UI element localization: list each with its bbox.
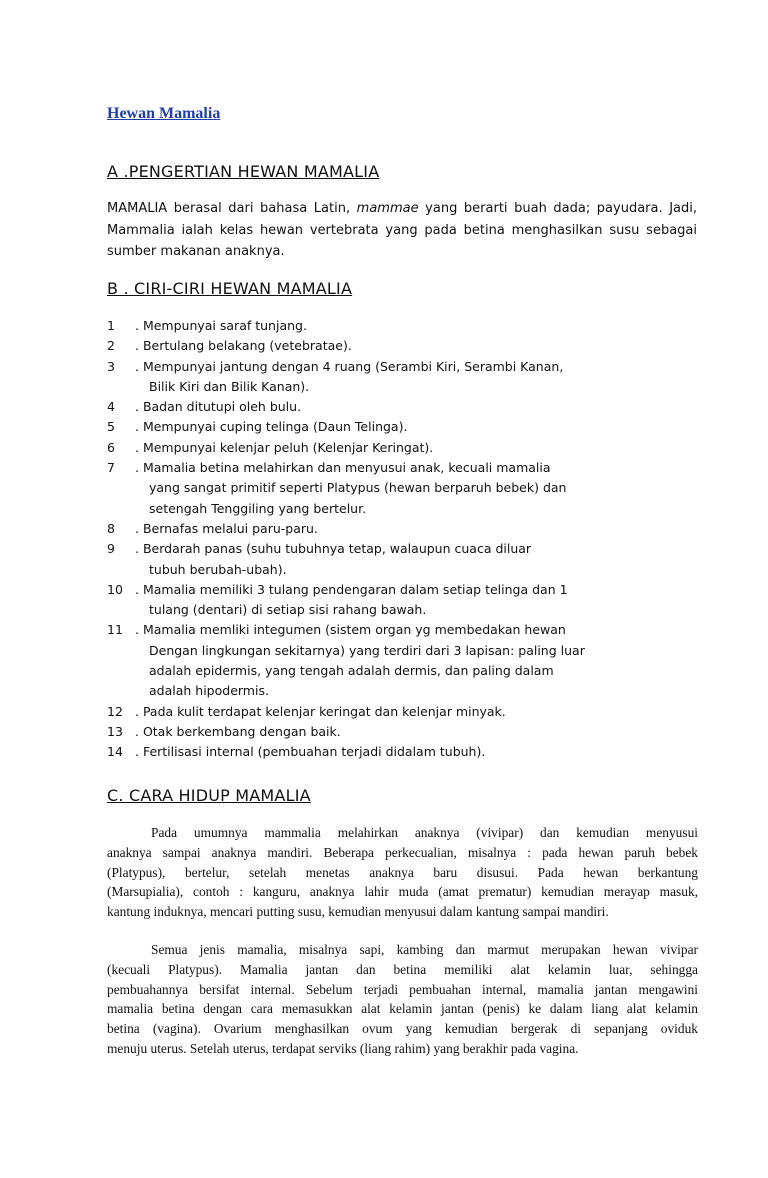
list-item-text [135,519,707,539]
list-item [107,438,707,458]
list-item-line: Dengan lingkungan sekitarnya) yang terdiri dari 3 lapisan: paling luar [149,642,585,658]
list-item-number: 5 [107,419,115,435]
paragraph-line: anaknya sampai anaknya mandiri. Beberapa perkecualian, misalnya : pada hewan paruh bebek [107,844,698,860]
list-item-line: Bilik Kiri dan Bilik Kanan). [149,378,310,394]
list-item [107,580,707,621]
list-item-text [135,702,707,722]
section-a-latin-term: mammae [356,201,419,216]
list-item-number: 2 [107,338,115,354]
list-item-text [135,397,707,417]
list-item-line: . Mempunyai kelenjar peluh (Kelenjar Keringat). [135,439,434,455]
list-item [107,316,707,336]
section-c-paragraph-2 [107,940,698,1059]
list-item-text [135,722,707,742]
list-item-text [135,620,707,701]
list-item-number: 7 [107,460,115,476]
list-item-text [135,458,707,519]
list-item-line: . Mempunyai saraf tunjang. [135,318,307,333]
list-item-number: 6 [107,439,115,455]
list-item [107,397,707,417]
list-item-number: 12 [107,703,123,719]
list-item-number: 3 [107,358,115,374]
list-item-line: . Mamalia memliki integumen (sistem organ yg membedakan hewan [135,622,566,638]
list-item-text [135,316,707,336]
traits-list [107,316,707,763]
list-item-line: . Mamalia memiliki 3 tulang pendengaran dalam setiap telinga dan 1 [135,581,568,597]
section-c-heading: C. CARA HIDUP MAMALIA [107,786,311,805]
list-item-line: . Fertilisasi internal (pembuahan terjadi didalam tubuh). [135,744,486,760]
list-item [107,417,707,437]
list-item-text [135,580,707,621]
list-item-number: 11 [107,622,123,638]
paragraph-line: pembuahannya bersifat internal. Sebelum terjadi pembuahan internal, mamalia jantan mengawini [107,981,698,997]
section-c-paragraph-1 [107,823,698,922]
section-b-heading: B . CIRI-CIRI HEWAN MAMALIA [107,279,353,298]
list-item-text [135,438,707,458]
list-item-line: . Badan ditutupi oleh bulu. [135,399,302,415]
list-item-line: setengah Tenggiling yang bertelur. [149,500,367,516]
list-item [107,539,707,580]
list-item-text [135,336,707,356]
list-item-line: . Pada kulit terdapat kelenjar keringat dan kelenjar minyak. [135,703,506,719]
list-item-number: 14 [107,744,123,760]
list-item [107,519,707,539]
list-item-line: . Bertulang belakang (vetebratae). [135,338,352,354]
paragraph-line: betina (vagina). Ovarium menghasilkan ovum yang kemudian bergerak di sepanjang oviduk [107,1021,698,1037]
list-item-line: . Mempunyai jantung dengan 4 ruang (Serambi Kiri, Serambi Kanan, [135,358,564,374]
paragraph-line: (Platypus), bertelur, setelah menetas anaknya baru disusui. Pada hewan berkantung [107,864,698,880]
list-item [107,702,707,722]
document-title: Hewan Mamalia [107,105,221,122]
paragraph-line: mamalia betina dengan cara memasukkan alat kelamin jantan (penis) ke dalam liang alat kelamin [107,1001,698,1017]
paragraph-line: Semua jenis mamalia, misalnya sapi, kambing dan marmut merupakan hewan vivipar [151,942,698,957]
list-item-line: tubuh berubah-ubah). [149,561,287,577]
paragraph-line: menuju uterus. Setelah uterus, terdapat serviks (liang rahim) yang berakhir pada vagina. [107,1040,579,1056]
list-item-line: . Mamalia betina melahirkan dan menyusui anak, kecuali mamalia [135,460,551,476]
list-item-text [135,357,707,398]
paragraph-line: (Marsupialia), contoh : kanguru, anaknya lahir muda (amat prematur) kemudian merayap masuk, [107,884,698,900]
list-item-number: 9 [107,541,115,557]
list-item-line: adalah hipodermis. [149,683,269,699]
list-item [107,336,707,356]
list-item-number: 13 [107,723,123,739]
list-item-text [135,539,707,580]
list-item-number: 8 [107,520,115,536]
paragraph-line: Pada umumnya mammalia melahirkan anaknya (vivipar) dan kemudian menyusui [151,825,698,840]
paragraph-line: (kecuali Platypus). Mamalia jantan dan betina memiliki alat kelamin luar, sehingga [107,961,698,977]
section-a-text-end: yang berarti buah dada; payudara. Jadi, Mammalia ialah kelas hewan vertebrata yang pada betina menghasilkan susu sebagai sumber makanan anaknya. [107,201,698,259]
list-item-line: yang sangat primitif seperti Platypus (hewan berparuh bebek) dan [149,480,567,496]
list-item [107,357,707,398]
list-item-text [135,742,707,762]
list-item [107,742,707,762]
list-item [107,458,707,519]
list-item [107,620,707,701]
list-item-line: tulang (dentari) di setiap sisi rahang bawah. [149,602,427,618]
list-item-text [135,417,707,437]
section-a-text-start: MAMALIA berasal dari bahasa Latin, [107,201,357,216]
list-item-line: . Otak berkembang dengan baik. [135,723,341,739]
section-a-paragraph [107,198,697,263]
list-item-line: . Bernafas melalui paru-paru. [135,520,318,536]
paragraph-line: kantung induknya, mencari putting susu, kemudian menyusui dalam kantung sampai mandiri. [107,904,609,920]
list-item-line: . Mempunyai cuping telinga (Daun Telinga). [135,419,408,435]
list-item-number: 10 [107,581,123,597]
list-item-line: adalah epidermis, yang tengah adalah dermis, dan paling dalam [149,663,554,679]
list-item-number: 4 [107,399,115,415]
list-item-number: 1 [107,318,115,333]
list-item [107,722,707,742]
list-item-line: . Berdarah panas (suhu tubuhnya tetap, walaupun cuaca diluar [135,541,532,557]
section-a-heading: A .PENGERTIAN HEWAN MAMALIA [107,162,380,181]
